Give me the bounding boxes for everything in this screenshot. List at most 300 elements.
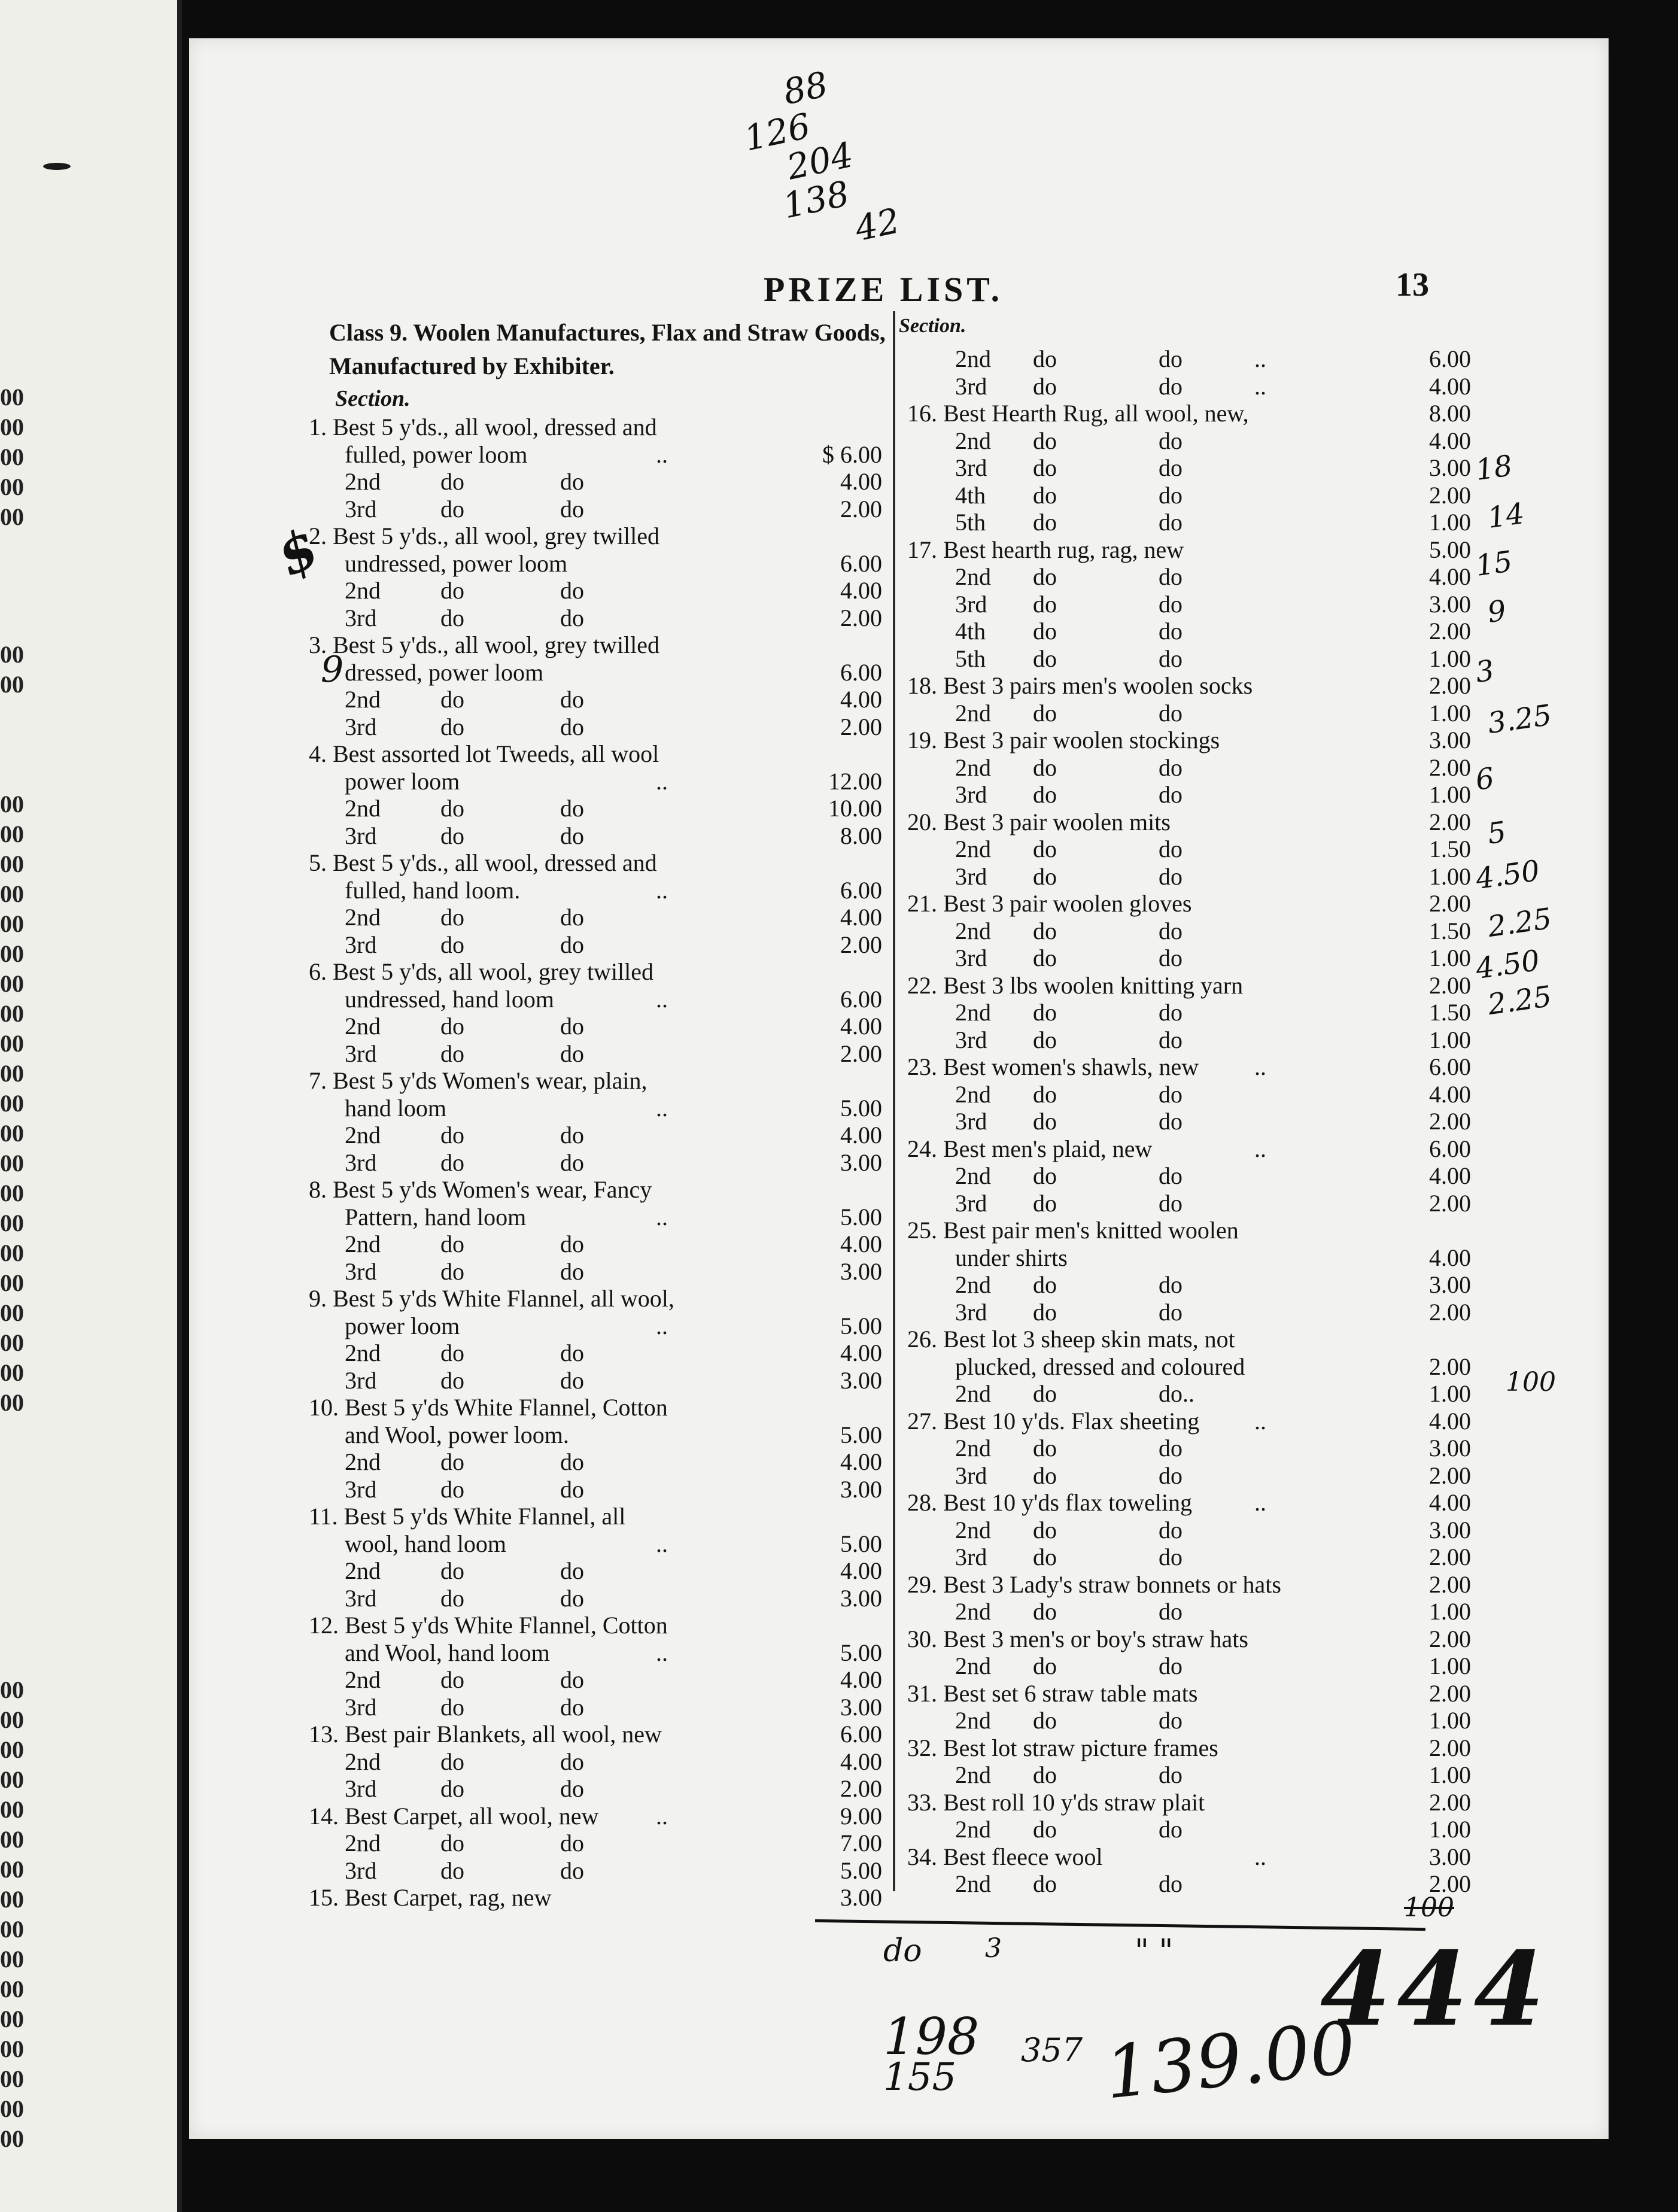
placing-label: 3rd <box>345 1257 377 1285</box>
leader-dots: .. <box>656 1094 668 1122</box>
prize-amount: 6.00 <box>1429 1053 1471 1080</box>
prize-row <box>309 1856 882 1884</box>
prize-row <box>907 1026 1471 1053</box>
prize-row <box>309 931 882 958</box>
placing-label: 2nd <box>345 686 381 713</box>
prize-row <box>907 399 1471 427</box>
prize-description: and Wool, hand loom <box>345 1639 550 1666</box>
ditto-mark: do <box>560 1230 584 1257</box>
ditto-mark: do <box>1159 999 1182 1026</box>
prize-amount: 1.00 <box>1429 862 1471 890</box>
ditto-mark: do <box>1033 999 1057 1026</box>
ditto-mark: do <box>1159 1108 1182 1135</box>
placing-label: 2nd <box>955 1707 991 1734</box>
prize-row <box>309 1066 882 1094</box>
ditto-mark: do <box>560 1856 584 1884</box>
prize-amount: 5.00 <box>840 1421 882 1448</box>
leader-dots: .. <box>1254 372 1266 400</box>
ditto-mark: do <box>440 1748 464 1775</box>
prize-row <box>907 808 1471 835</box>
facing-page-number: 00 <box>0 414 24 440</box>
prize-row <box>907 1597 1471 1625</box>
facing-page-number: 00 <box>0 910 24 937</box>
prize-amount: 2.00 <box>1429 1353 1471 1380</box>
placing-label: 2nd <box>955 1162 991 1189</box>
prize-row <box>907 372 1471 400</box>
placing-label: 2nd <box>955 1652 991 1679</box>
prize-amount: 2.00 <box>1429 1108 1471 1135</box>
prize-amount: 3.00 <box>840 1884 882 1911</box>
ditto-mark: do <box>440 1475 464 1503</box>
prize-amount: 2.00 <box>1429 971 1471 999</box>
ditto-mark: do <box>1033 1026 1057 1053</box>
placing-label: 2nd <box>345 577 381 604</box>
prize-row <box>309 440 882 468</box>
prize-row <box>907 1053 1471 1080</box>
leader-dots: .. <box>656 1203 668 1230</box>
ditto-mark: do <box>560 686 584 713</box>
prize-description: 30. Best 3 men's or boy's straw hats <box>907 1625 1248 1652</box>
ditto-mark: do <box>560 1830 584 1856</box>
prize-amount: 5.00 <box>840 1203 882 1230</box>
facing-page-number: 00 <box>0 1030 24 1057</box>
placing-label: 2nd <box>345 1230 381 1257</box>
prize-row <box>907 1462 1471 1489</box>
ditto-mark: do <box>1159 645 1182 672</box>
prize-amount: 2.00 <box>1429 1543 1471 1570</box>
leader-dots: .. <box>1254 345 1266 372</box>
prize-row <box>907 645 1471 672</box>
ditto-mark: do <box>1033 372 1057 400</box>
hw-margin-figure: 15 <box>1473 545 1515 583</box>
placing-label: 2nd <box>345 468 381 495</box>
prize-amount: 3.00 <box>840 1257 882 1285</box>
ditto-mark: do <box>1033 1080 1057 1108</box>
facing-page-number: 00 <box>0 1736 24 1763</box>
placing-label: 2nd <box>345 1448 381 1475</box>
prize-row <box>907 345 1471 372</box>
prize-description: 24. Best men's plaid, new <box>907 1135 1153 1162</box>
prize-row <box>309 1175 882 1203</box>
hw-bottom-198: 198 <box>883 2007 980 2066</box>
prize-row <box>907 508 1471 536</box>
ditto-mark: do <box>1033 1380 1057 1407</box>
prize-row <box>309 876 882 904</box>
ditto-mark: do <box>1159 1652 1182 1679</box>
prize-row <box>309 1012 882 1040</box>
prize-description: wool, hand loom <box>345 1530 506 1557</box>
ditto-mark: do <box>1033 590 1057 618</box>
prize-amount: 6.00 <box>840 876 882 904</box>
hw-note: 138 <box>779 172 853 227</box>
prize-row <box>309 794 882 822</box>
prize-row <box>907 672 1471 699</box>
prize-amount: 8.00 <box>1429 400 1471 427</box>
ditto-mark: do <box>440 1230 464 1257</box>
ditto-mark: do <box>1033 509 1057 536</box>
prize-description: hand loom <box>345 1094 446 1122</box>
prize-amount: 4.00 <box>840 1122 882 1148</box>
ditto-mark: do <box>560 468 584 495</box>
prize-description: 9. Best 5 y'ds White Flannel, all wool, <box>309 1285 674 1312</box>
prize-row <box>907 1706 1471 1734</box>
prize-amount: 5.00 <box>840 1312 882 1339</box>
facing-page-number: 00 <box>0 1856 24 1883</box>
ditto-mark: do <box>1033 699 1057 727</box>
prize-row <box>309 1693 882 1721</box>
ditto-mark: do <box>560 1448 584 1475</box>
hw-left-mark: $ <box>267 515 329 590</box>
prize-amount: 2.00 <box>1429 890 1471 917</box>
prize-amount: 4.00 <box>840 577 882 604</box>
placing-label: 2nd <box>955 1435 991 1462</box>
ditto-mark: do <box>1159 590 1182 618</box>
prize-amount: 1.00 <box>1429 699 1471 727</box>
prize-description: 28. Best 10 y'ds flax toweling <box>907 1489 1193 1516</box>
prize-description: fulled, power loom <box>345 440 528 468</box>
ditto-mark: do <box>1033 835 1057 862</box>
ditto-mark: do <box>1159 862 1182 890</box>
prize-row <box>907 617 1471 645</box>
ditto-mark: do <box>1159 372 1182 400</box>
prize-amount: 3.00 <box>1429 727 1471 753</box>
ditto-mark: do <box>440 1693 464 1721</box>
prize-row <box>907 481 1471 509</box>
prize-amount: 3.00 <box>1429 454 1471 481</box>
prize-description: fulled, hand loom. <box>345 876 521 904</box>
ditto-mark: do.. <box>1159 1380 1194 1407</box>
ditto-mark: do <box>440 931 464 958</box>
ditto-mark: do <box>1159 1271 1182 1298</box>
prize-description: 11. Best 5 y'ds White Flannel, all <box>309 1503 626 1530</box>
placing-label: 3rd <box>955 944 987 971</box>
prize-row <box>907 1271 1471 1298</box>
prize-row <box>309 1530 882 1557</box>
prize-amount: 2.00 <box>1429 618 1471 645</box>
prize-amount: 5.00 <box>840 1094 882 1122</box>
ditto-mark: do <box>440 1856 464 1884</box>
prize-amount: 2.00 <box>1429 808 1471 835</box>
prize-amount: 3.00 <box>840 1584 882 1612</box>
prize-row <box>907 1216 1471 1244</box>
facing-page-number: 00 <box>0 1060 24 1087</box>
prize-amount: 2.00 <box>1429 1788 1471 1816</box>
facing-page-number: 00 <box>0 1359 24 1386</box>
prize-row <box>309 631 882 658</box>
prize-row <box>309 985 882 1013</box>
ditto-mark: do <box>1033 1707 1057 1734</box>
placing-label: 2nd <box>345 1013 381 1040</box>
prize-amount: 9.00 <box>840 1802 882 1830</box>
prize-amount: 2.00 <box>1429 753 1471 781</box>
facing-page-number: 00 <box>0 1389 24 1416</box>
prize-row <box>309 685 882 713</box>
ditto-mark: do <box>560 1666 584 1693</box>
prize-amount: 1.00 <box>1429 1707 1471 1734</box>
ditto-mark: do <box>560 795 584 822</box>
ditto-mark: do <box>560 1040 584 1067</box>
ditto-mark: do <box>1159 1761 1182 1788</box>
facing-page-number: 00 <box>0 940 24 967</box>
ditto-mark: do <box>1033 1816 1057 1843</box>
prize-row <box>907 1679 1471 1707</box>
facing-page-number: 00 <box>0 1976 24 2003</box>
placing-label: 2nd <box>955 1761 991 1788</box>
prize-row <box>907 1815 1471 1843</box>
prize-amount: 2.00 <box>1429 1189 1471 1217</box>
placing-label: 5th <box>955 645 986 672</box>
prize-amount: 1.00 <box>1429 1598 1471 1625</box>
hw-margin-figure: 18 <box>1473 449 1515 487</box>
ditto-mark: do <box>1033 1271 1057 1298</box>
facing-page-number: 00 <box>0 1239 24 1266</box>
facing-page-number: 00 <box>0 443 24 470</box>
prize-row <box>309 1584 882 1612</box>
placing-label: 2nd <box>955 345 991 372</box>
ditto-mark: do <box>1159 753 1182 781</box>
placing-label: 3rd <box>955 1026 987 1053</box>
prize-row <box>309 1720 882 1748</box>
ditto-mark: do <box>1159 1026 1182 1053</box>
prize-row <box>907 699 1471 727</box>
prize-amount: 6.00 <box>840 985 882 1013</box>
prize-row <box>907 590 1471 618</box>
prize-amount: 1.00 <box>1429 781 1471 808</box>
prize-description: dressed, power loom <box>345 658 544 686</box>
prize-row <box>309 467 882 495</box>
prize-description: 12. Best 5 y'ds White Flannel, Cotton <box>309 1612 668 1639</box>
ditto-mark: do <box>1159 481 1182 509</box>
prize-description: 16. Best Hearth Rug, all wool, new, <box>907 400 1249 427</box>
facing-page-number: 00 <box>0 1120 24 1147</box>
prize-amount: 4.00 <box>1429 1489 1471 1516</box>
prize-amount: 4.00 <box>840 1557 882 1584</box>
placing-label: 3rd <box>955 590 987 618</box>
ditto-mark: do <box>1159 345 1182 372</box>
ditto-mark: do <box>1159 427 1182 454</box>
facing-page-number: 00 <box>0 1090 24 1117</box>
prize-description: 22. Best 3 lbs woolen knitting yarn <box>907 971 1244 999</box>
ditto-mark: do <box>1159 509 1182 536</box>
facing-page-number: 00 <box>0 1150 24 1177</box>
facing-page-number: 00 <box>0 1329 24 1356</box>
prize-description: and Wool, power loom. <box>345 1421 569 1448</box>
ditto-mark: do <box>440 822 464 849</box>
facing-page-number: 00 <box>0 641 24 668</box>
ditto-mark: do <box>1033 1652 1057 1679</box>
prize-amount: 1.50 <box>1429 835 1471 862</box>
prize-description: 10. Best 5 y'ds White Flannel, Cotton <box>309 1394 668 1421</box>
prize-amount: 5.00 <box>840 1856 882 1884</box>
facing-page-number: 00 <box>0 970 24 997</box>
prize-row <box>309 713 882 740</box>
facing-page-number: 00 <box>0 2006 24 2032</box>
ditto-mark: do <box>440 1584 464 1612</box>
placing-label: 3rd <box>345 495 377 522</box>
prize-amount: 4.00 <box>840 1666 882 1693</box>
placing-label: 2nd <box>955 999 991 1026</box>
ditto-mark: do <box>1033 345 1057 372</box>
placing-label: 2nd <box>955 835 991 862</box>
prize-amount: 4.00 <box>840 1339 882 1366</box>
hw-margin-figure: 5 <box>1485 815 1509 851</box>
placing-label: 3rd <box>345 1856 377 1884</box>
prize-row <box>907 780 1471 808</box>
leader-dots: .. <box>656 767 668 795</box>
hw-margin-figure: 6 <box>1473 761 1497 797</box>
prize-amount: 2.00 <box>840 495 882 522</box>
class-heading: Class 9. Woolen Manufactures, Flax and Straw Goods, Manufactured by Exhibiter. <box>329 319 886 379</box>
hw-total-139: 139.00 <box>1101 2006 1360 2116</box>
ditto-mark: do <box>1033 1761 1057 1788</box>
ditto-mark: do <box>560 1366 584 1394</box>
hw-total-444: 444 <box>1320 1930 1551 2049</box>
placing-label: 2nd <box>955 753 991 781</box>
prize-row <box>309 822 882 849</box>
placing-label: 3rd <box>345 822 377 849</box>
ditto-mark: do <box>1159 1543 1182 1570</box>
prize-amount: 3.00 <box>840 1693 882 1721</box>
ditto-mark: do <box>560 931 584 958</box>
facing-page <box>0 0 182 2212</box>
placing-label: 2nd <box>955 1816 991 1843</box>
prize-amount: 3.00 <box>1429 1271 1471 1298</box>
prize-amount: 12.00 <box>828 767 882 795</box>
placing-label: 3rd <box>955 862 987 890</box>
prize-row <box>309 1148 882 1176</box>
ditto-mark: do <box>1033 862 1057 890</box>
facing-page-number: 00 <box>0 671 24 698</box>
ditto-mark: do <box>1033 1189 1057 1217</box>
prize-amount: 4.00 <box>840 1230 882 1257</box>
prize-description: 32. Best lot straw picture frames <box>907 1734 1218 1761</box>
placing-label: 2nd <box>955 427 991 454</box>
placing-label: 3rd <box>955 1298 987 1326</box>
prize-amount: 10.00 <box>828 795 882 822</box>
prize-description: 34. Best fleece wool <box>907 1843 1103 1870</box>
hw-margin-figure: 4.50 <box>1473 943 1542 986</box>
section-label-right: Section. <box>899 315 966 337</box>
hw-margin-figure: 9 <box>1485 594 1509 630</box>
placing-label: 3rd <box>345 1584 377 1612</box>
prize-row <box>907 889 1471 917</box>
hw-note: 88 <box>779 63 832 113</box>
hw-note: 42 <box>851 200 904 250</box>
placing-label: 2nd <box>955 699 991 727</box>
facing-page-number: 00 <box>0 1796 24 1823</box>
ditto-mark: do <box>440 1013 464 1040</box>
prize-amount: 4.00 <box>840 1448 882 1475</box>
ditto-mark: do <box>560 1122 584 1148</box>
prize-amount: 4.00 <box>840 1013 882 1040</box>
ditto-mark: do <box>1159 1298 1182 1326</box>
leader-dots: .. <box>656 440 668 468</box>
prize-amount: 6.00 <box>840 1721 882 1748</box>
ditto-mark: do <box>440 1448 464 1475</box>
placing-label: 3rd <box>955 454 987 481</box>
ditto-mark: do <box>560 577 584 604</box>
ditto-mark: do <box>440 468 464 495</box>
ditto-mark: do <box>1159 835 1182 862</box>
facing-page-number: 00 <box>0 1180 24 1207</box>
placing-label: 3rd <box>955 1189 987 1217</box>
ditto-mark: do <box>1033 454 1057 481</box>
prize-amount: 4.00 <box>840 1748 882 1775</box>
prize-row <box>309 1611 882 1639</box>
ditto-mark: do <box>560 904 584 931</box>
ditto-mark: do <box>440 1830 464 1856</box>
prize-amount: 4.00 <box>1429 563 1471 590</box>
hw-left-mark: 9 <box>321 649 344 691</box>
prize-description: 20. Best 3 pair woolen mits <box>907 808 1171 835</box>
prize-row <box>309 522 882 549</box>
prize-amount: 1.00 <box>1429 944 1471 971</box>
prize-amount: 1.00 <box>1429 1026 1471 1053</box>
facing-page-number: 00 <box>0 2125 24 2152</box>
prize-amount: 2.00 <box>840 604 882 631</box>
ditto-mark: do <box>1159 454 1182 481</box>
placing-label: 3rd <box>345 1475 377 1503</box>
prize-row <box>309 1393 882 1421</box>
placing-label: 3rd <box>345 1148 377 1176</box>
placing-label: 3rd <box>345 1366 377 1394</box>
placing-label: 3rd <box>955 781 987 808</box>
prize-description: under shirts <box>955 1244 1068 1271</box>
hw-bottom-do: do <box>883 1933 922 1969</box>
prize-row <box>309 958 882 985</box>
facing-page-number: 00 <box>0 1946 24 1973</box>
prize-row <box>309 1230 882 1257</box>
facing-page-number: 00 <box>0 791 24 818</box>
section-label-left: Section. <box>335 386 411 411</box>
placing-label: 3rd <box>955 372 987 400</box>
prize-row <box>309 740 882 767</box>
ditto-mark: do <box>1033 1298 1057 1326</box>
prize-row <box>907 1516 1471 1543</box>
prize-amount: 2.00 <box>1429 1570 1471 1598</box>
prize-row <box>907 998 1471 1026</box>
prize-amount: 2.00 <box>1429 1734 1471 1761</box>
ditto-mark: do <box>440 1040 464 1067</box>
ditto-mark: do <box>1033 645 1057 672</box>
leader-dots: .. <box>656 1802 668 1830</box>
prize-description: 3. Best 5 y'ds., all wool, grey twilled <box>309 631 660 658</box>
prize-amount: 2.00 <box>1429 1462 1471 1489</box>
prize-row <box>309 604 882 631</box>
prize-description: power loom <box>345 767 460 795</box>
ditto-mark: do <box>1159 1162 1182 1189</box>
prize-list-page <box>189 38 1609 2139</box>
ditto-mark: do <box>1159 618 1182 645</box>
facing-page-number: 00 <box>0 1826 24 1853</box>
prize-row <box>907 1788 1471 1816</box>
prize-row <box>309 1257 882 1285</box>
ditto-mark: do <box>1159 563 1182 590</box>
ditto-mark: do <box>560 1257 584 1285</box>
prize-description: 27. Best 10 y'ds. Flax sheeting <box>907 1407 1200 1435</box>
facing-page-number: 00 <box>0 1916 24 1943</box>
ink-dash <box>43 163 71 170</box>
placing-label: 2nd <box>345 795 381 822</box>
prize-description: 2. Best 5 y'ds., all wool, grey twilled <box>309 522 660 549</box>
placing-label: 2nd <box>345 1122 381 1148</box>
prize-amount: 3.00 <box>840 1148 882 1176</box>
prize-amount: 4.00 <box>1429 427 1471 454</box>
facing-page-number: 00 <box>0 384 24 411</box>
ditto-mark: do <box>1159 1598 1182 1625</box>
prize-row <box>309 1448 882 1475</box>
prize-description: 7. Best 5 y'ds Women's wear, plain, <box>309 1067 648 1094</box>
